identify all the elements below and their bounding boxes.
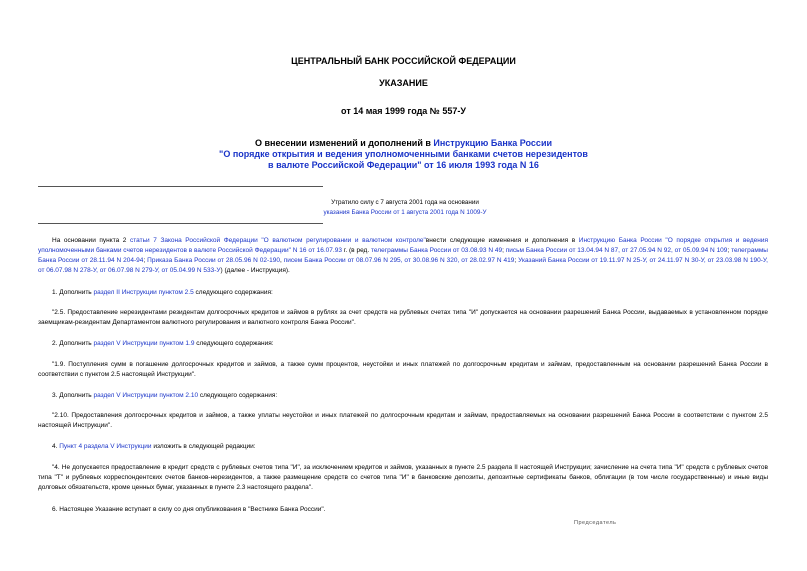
title-link-instruction[interactable]: Инструкцию Банка России	[433, 138, 553, 148]
intro-link-instruction[interactable]: Инструкцию Банка России "О порядке открытия и ведения уполномоченными банками счетов нерезидентов в валюте Российской Федерации" N 16 от 16.07.93	[38, 237, 768, 254]
doc-title	[0, 138, 807, 171]
intro-text-9: ) (далее - Инструкция).	[220, 267, 290, 274]
expired-text: Утратило силу с 7 августа 2001 года на основании	[331, 199, 479, 206]
bank-name: ЦЕНТРАЛЬНЫЙ БАНК РОССИЙСКОЙ ФЕДЕРАЦИИ	[291, 56, 516, 66]
doc-type: УКАЗАНИЕ	[379, 78, 428, 88]
title-prefix: О внесении изменений и дополнений в	[254, 138, 434, 148]
intro-text-6: ;	[143, 257, 148, 264]
intro-text-8: ;	[514, 257, 519, 264]
intro-text-5: ;	[727, 247, 732, 254]
item-2-text-1: 2. Дополнить	[52, 340, 94, 347]
expired-note	[300, 198, 510, 218]
expired-link[interactable]: указания Банка России от 1 августа 2001 года N 1009-У	[323, 209, 487, 216]
item-4-text-1: 4.	[52, 443, 60, 450]
intro-link-telegram-2[interactable]: телеграммы Банка России от 28.11.94 N 204-94	[38, 247, 768, 264]
item-3	[38, 391, 768, 401]
item-4	[38, 442, 768, 452]
item-4-link[interactable]: Пункт 4 раздела V Инструкции	[59, 443, 152, 450]
intro-text-7: ,	[280, 257, 284, 264]
intro-link-order[interactable]: Приказа Банка России от 28.05.96 N 02-190	[147, 257, 281, 264]
intro-text-1: На основании пункта 2	[52, 237, 131, 244]
intro-text-3: г. (в ред.	[341, 247, 371, 254]
item-1	[38, 288, 768, 298]
title-line-2[interactable]: "О порядке открытия и ведения уполномоченными банками счетов нерезидентов	[219, 149, 588, 159]
intro-text-2: внести следующие изменения и дополнения в	[425, 237, 579, 244]
intro-text-4: ;	[502, 247, 506, 254]
item-1-text-2: следующего содержания:	[193, 289, 273, 296]
intro-link-telegram-1[interactable]: телеграммы Банка России от 03.08.93 N 49	[370, 247, 503, 254]
item-3-text-2: следующего содержания:	[198, 392, 278, 399]
intro-link-letters-2[interactable]: писем Банка России от 08.07.96 N 295, от 30.08.96 N 320, от 28.02.97 N 419	[283, 257, 515, 264]
divider-top	[38, 186, 323, 187]
item-2-link[interactable]: раздел V Инструкции пунктом 1.9	[93, 340, 195, 347]
item-2-text-2: следующего содержания:	[194, 340, 274, 347]
item-4-quote: "4. Не допускается предоставление в кредит средств с рублевых счетов типа "И", за исключением кредитов и займов, указанных в пункте 2.5 раздела II настоящей Инструкции; зачисление на счета типа "И" средств с рублевых счетов типа "Т" и рублевых корреспондентских счетов банков-нерезидентов, а также размещение средств со счетов типа "И" в банковские депозиты, депозитные сертификаты банков, облигации (в том числе государственные) и иные виды долговых обязательств, кроме ценных бумаг, указанных в пункте 2.3 настоящего раздела".	[38, 464, 768, 491]
doc-date-number: от 14 мая 1999 года № 557-У	[341, 106, 466, 116]
item-4-text-2: изложить в следующей редакции:	[151, 443, 256, 450]
signature-title: Председатель	[574, 520, 617, 526]
item-2	[38, 339, 768, 349]
item-1-text-1: 1. Дополнить	[52, 289, 94, 296]
item-1-quote: "2.5. Предоставление нерезидентами резидентам долгосрочных кредитов и займов в рублях за счет средств на рублевых счетах типа "И" допускается на основании разрешений Банка России, выдаваемых в установленном порядке заемщикам-резидентам Департаментом валютного регулирования и валютного контроля Банка России".	[38, 309, 768, 326]
intro-link-letters-1[interactable]: письм Банка России от 13.04.94 N 87, от 27.05.94 N 92, от 05.09.94 N 109	[505, 247, 728, 254]
intro-link-directives[interactable]: Указаний Банка России от 19.11.97 N 25-У, от 24.11.97 N 30-У, от 23.03.98 N 190-У, от 06.07.98 N 278-У, от 06.07.98 N 279-У, от 05.04.99 N 533-У	[38, 257, 768, 274]
title-line-3[interactable]: в валюте Российской Федерации" от 16 июля 1993 года N 16	[268, 160, 539, 170]
item-3-text-1: 3. Дополнить	[52, 392, 94, 399]
item-6: 6. Настоящее Указание вступает в силу со дня опубликования в "Вестнике Банка России".	[52, 506, 326, 513]
divider-bottom	[38, 223, 323, 224]
item-1-link[interactable]: раздел II Инструкции пунктом 2.5	[93, 289, 194, 296]
intro-paragraph	[38, 236, 768, 276]
item-3-quote: "2.10. Предоставления долгосрочных кредитов и займов, а также уплаты неустойки и иных платежей по долгосрочным кредитам и займам, предоставляемых на основании разрешений Банка России в соответствии с пунктом 2.5 настоящей Инструкции".	[38, 412, 768, 429]
item-2-quote: "1.9. Поступления сумм в погашение долгосрочных кредитов и займов, а также сумм процентов, неустойки и иных платежей по долгосрочным кредитам и займам, предоставленным на основании разрешений Банка России в соответствии с пунктом 2.5 настоящей Инструкции".	[38, 361, 768, 378]
item-3-link[interactable]: раздел V Инструкции пунктом 2.10	[93, 392, 199, 399]
intro-link-law[interactable]: статьи 7 Закона Российской Федерации "О валютном регулировании и валютном контроле"	[130, 237, 426, 244]
